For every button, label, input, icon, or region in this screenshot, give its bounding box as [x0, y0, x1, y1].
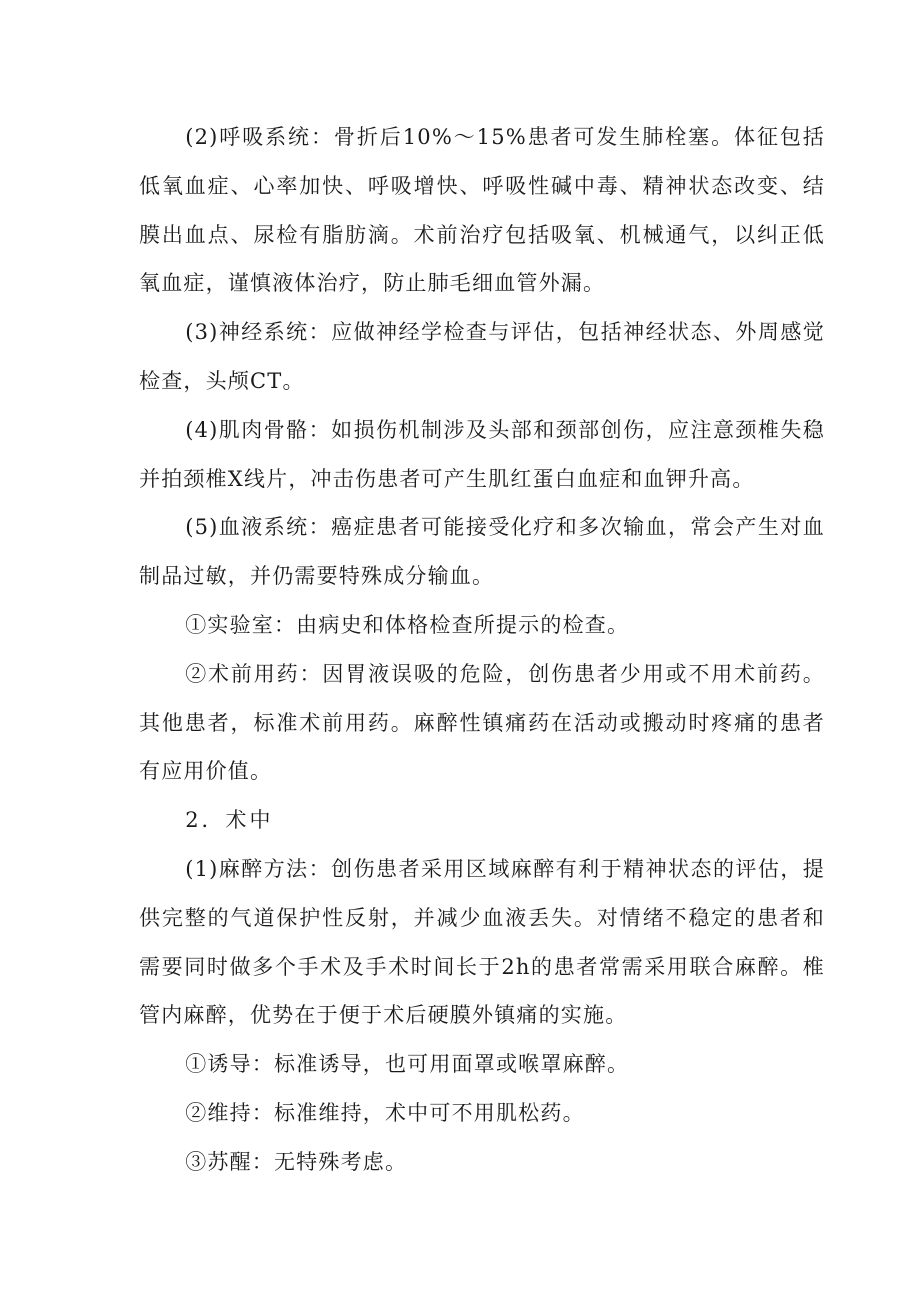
paragraph-induction: ①诱导：标准诱导，也可用面罩或喉罩麻醉。: [185, 1052, 630, 1077]
section-heading-intraoperative: 2．术中: [185, 808, 274, 833]
paragraph-musculoskeletal: (4)肌肉骨骼：如损伤机制涉及头部和颈部创伤，应注意颈椎失稳并拍颈椎X线片，冲击伤患者可产生肌红蛋白血症和血钾升高。: [139, 417, 825, 491]
paragraph-nervous-system: (3)神经系统：应做神经学检查与评估，包括神经状态、外周感觉检查，头颅CT。: [139, 320, 825, 393]
paragraph-anesthesia-method: (1)麻醉方法：创伤患者采用区域麻醉有利于精神状态的评估，提供完整的气道保护性反射，并减少血液丢失。对情绪不稳定的患者和需要同时做多个手术及手术时间长于2h的患者常需采用联合麻醉。椎管内麻醉，优势在于便于术后硬膜外镇痛的实施。: [139, 856, 825, 1028]
paragraph-respiratory-system: (2)呼吸系统：骨折后10%～15%患者可发生肺栓塞。体征包括低氧血症、心率加快、呼吸增快、呼吸性碱中毒、精神状态改变、结膜出血点、尿检有脂肪滴。术前治疗包括吸氧、机械通气，以纠正低氧血症，谨慎液体治疗，防止肺毛细血管外漏。: [139, 125, 825, 296]
paragraph-premedication: ②术前用药：因胃液误吸的危险，创伤患者少用或不用术前药。其他患者，标准术前用药。麻醉性镇痛药在活动或搬动时疼痛的患者有应用价值。: [139, 661, 825, 784]
document-body: [139, 113, 825, 1187]
paragraph-laboratory: ①实验室：由病史和体格检查所提示的检查。: [185, 612, 630, 637]
paragraph-maintenance: ②维持：标准维持，术中可不用肌松药。: [185, 1100, 585, 1125]
paragraph-blood-system: (5)血液系统：癌症患者可能接受化疗和多次输血，常会产生对血制品过敏，并仍需要特殊成分输血。: [139, 515, 825, 589]
paragraph-emergence: ③苏醒：无特殊考虑。: [185, 1149, 408, 1174]
